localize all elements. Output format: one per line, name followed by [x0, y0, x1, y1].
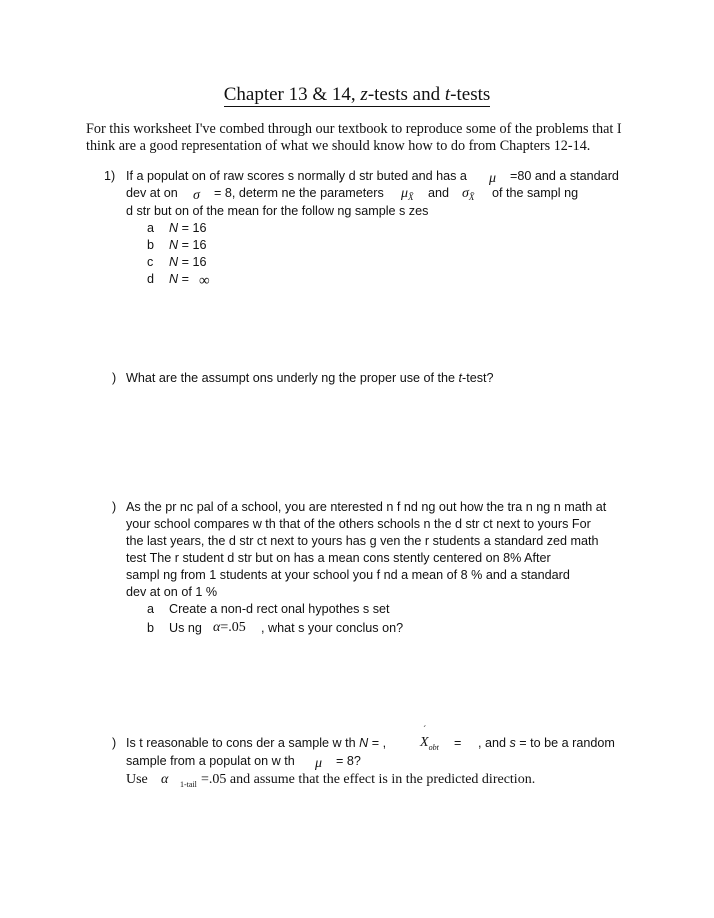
- mu-symbol: μ: [489, 171, 497, 186]
- one-tail-subscript: 1-tail: [180, 780, 197, 789]
- q3-item-b-text-b: , what s your conclus on?: [261, 621, 404, 635]
- intro-paragraph: For this worksheet I've combed through our textbook to reproduce some of the problems that I think are a good representation of what we should know how to do from Chapters 12-14.: [86, 121, 622, 154]
- q3-item-a-letter: a: [147, 602, 155, 616]
- q1-line1a: If a populat on of raw scores s normally d str buted and has a: [126, 169, 467, 183]
- q3-line-4: test The r student d str but on has a mean cons stently centered on 8% After: [126, 551, 551, 565]
- q4-rest: =.05 and assume that the effect is in the predicted direction.: [201, 772, 536, 787]
- title-post: -tests: [450, 84, 491, 105]
- q1-item-a-letter: a: [147, 221, 155, 235]
- q1-item-a: N = 16: [169, 221, 207, 235]
- xbar-accent: ´: [423, 725, 427, 736]
- q3-line-6: dev at on of 1 %: [126, 585, 218, 599]
- q1-line2a: dev at on: [126, 186, 178, 200]
- q4-line2b: = 8?: [336, 754, 361, 768]
- q4-seg1: Is t reasonable to cons der a sample w th N = ,: [126, 736, 387, 750]
- q1-line3: d str but on of the mean for the follow ng sample s zes: [126, 204, 429, 218]
- alpha-symbol: α: [161, 772, 169, 787]
- q1-item-b-letter: b: [147, 238, 155, 252]
- q4-seg3: =: [454, 736, 462, 750]
- q4-line2a: sample from a populat on w th: [126, 754, 295, 768]
- q3-line-2: your school compares w th that of the others schools n the d str ct next to yours For: [126, 517, 591, 531]
- q1-line2c: and: [428, 186, 450, 200]
- q3-line-1: As the pr nc pal of a school, you are nterested n f nd ng out how the tra n ng n math at: [126, 500, 607, 514]
- q1-line2d: of the sampl ng: [492, 186, 579, 200]
- q1-line1b: =80 and a standard: [510, 169, 619, 183]
- q1-item-c-letter: c: [147, 255, 154, 269]
- title-pre: Chapter 13 & 14,: [223, 84, 361, 105]
- q4-number: ): [112, 736, 117, 750]
- q1-item-d: N =: [169, 272, 189, 286]
- title-z: z: [360, 84, 368, 105]
- x-obt-symbol: ´ $X_{obt}$: [420, 725, 439, 752]
- xbar-subscript: X̄: [468, 192, 475, 202]
- q1-item-d-letter: d: [147, 272, 155, 286]
- page-title: [0, 84, 714, 106]
- q3-line-5: sampl ng from 1 students at your school you f nd a mean of 8 % and a standard: [126, 568, 570, 582]
- sigma-symbol: σ: [193, 188, 200, 203]
- q4-use: Use: [126, 772, 148, 787]
- q3-line-3: the last years, the d str ct next to yours has g ven the r students a standard zed math: [126, 534, 599, 548]
- q2-number: ): [112, 371, 117, 385]
- q4-seg4: , and s = to be a random: [478, 736, 615, 750]
- sigma-xbar-symbol: $\sigma_{X̄}$: [462, 186, 475, 202]
- q3-item-a: Create a non-d rect onal hypothes s set: [169, 602, 390, 616]
- infinity-symbol: ∞: [199, 273, 210, 289]
- q2-text: What are the assumpt ons underly ng the proper use of the t-test?: [126, 371, 494, 385]
- q1-number: 1): [104, 169, 116, 183]
- q3-item-b-text-a: Us ng: [169, 621, 202, 635]
- title-t: t: [444, 84, 451, 105]
- q1-item-c: N = 16: [169, 255, 207, 269]
- mu-symbol: μ: [315, 756, 323, 771]
- q1-line2b: = 8, determ ne the parameters: [214, 186, 384, 200]
- q3-number: ): [112, 500, 117, 514]
- alpha-expression: α=.05: [213, 620, 246, 635]
- q3-item-b-letter: b: [147, 621, 155, 635]
- xbar-subscript: X̄: [408, 192, 414, 202]
- title-mid: -tests and: [367, 84, 445, 105]
- mu-xbar-symbol: $\mu_{X̄}$: [401, 186, 414, 202]
- q1-item-b: N = 16: [169, 238, 207, 252]
